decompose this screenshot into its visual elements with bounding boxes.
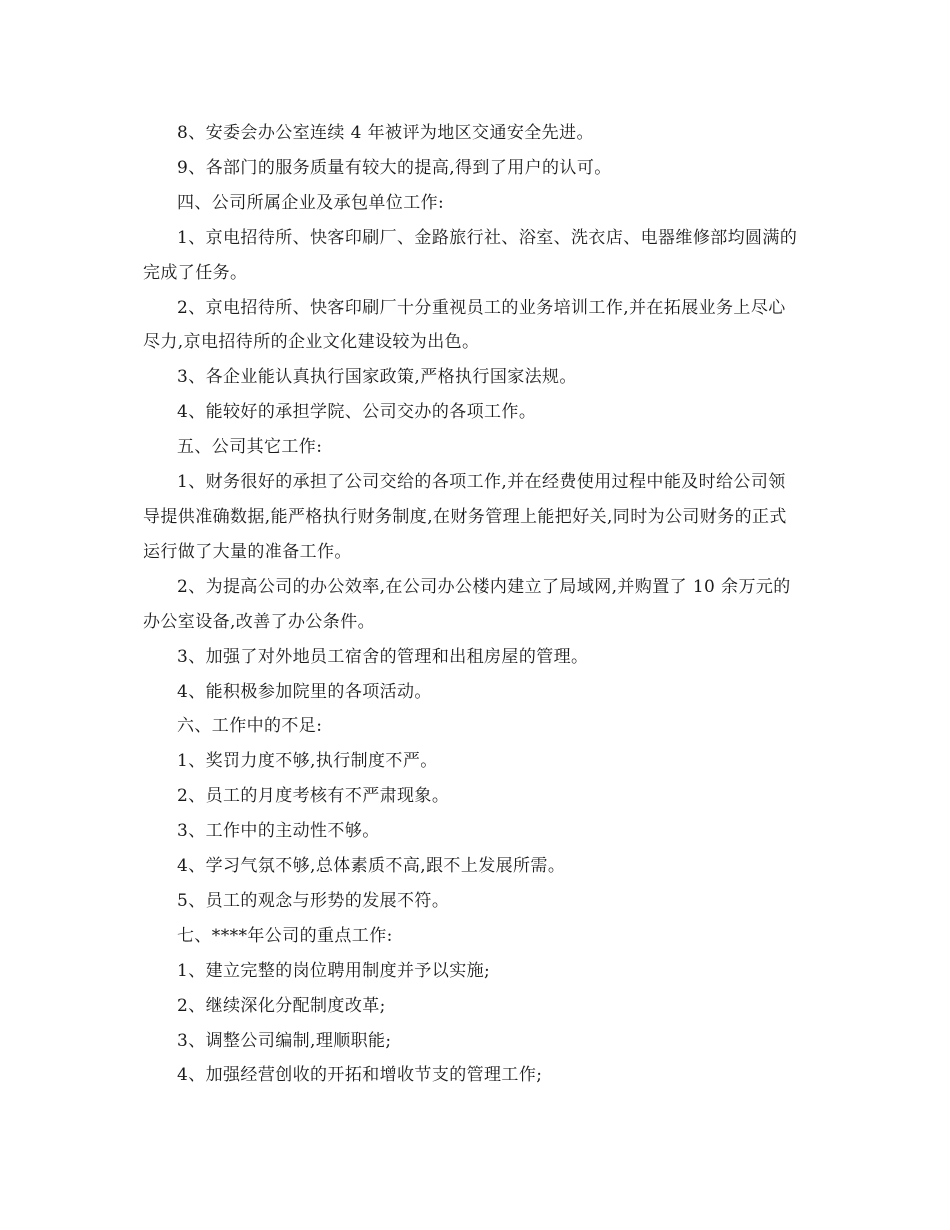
paragraph: 2、继续深化分配制度改革; [177, 995, 386, 1016]
paragraph: 4、能较好的承担学院、公司交办的各项工作。 [177, 402, 537, 423]
paragraph: 1、奖罚力度不够,执行制度不严。 [177, 751, 438, 772]
section-heading: 七、****年公司的重点工作: [177, 925, 393, 946]
paragraph: 4、能积极参加院里的各项活动。 [177, 681, 432, 702]
paragraph: 1、财务很好的承担了公司交给的各项工作,并在经费使用过程中能及时给公司领导提供准确数据,能严格执行财务制度,在财务管理上能把好关,同时为公司财务的正式运行做了大量的准备工作。 [143, 472, 787, 562]
paragraph: 3、各企业能认真执行国家政策,严格执行国家法规。 [177, 367, 577, 388]
paragraph: 2、京电招待所、快客印刷厂十分重视员工的业务培训工作,并在拓展业务上尽心尽力,京电招待所的企业文化建设较为出色。 [143, 297, 786, 353]
paragraph: 3、加强了对外地员工宿舍的管理和出租房屋的管理。 [177, 646, 589, 667]
paragraph: 1、京电招待所、快客印刷厂、金路旅行社、浴室、洗衣店、电器维修部均圆满的完成了任务。 [143, 227, 798, 283]
section-heading: 四、公司所属企业及承包单位工作: [177, 192, 445, 213]
paragraph: 9、各部门的服务质量有较大的提高,得到了用户的认可。 [177, 157, 612, 178]
paragraph: 3、调整公司编制,理顺职能; [177, 1030, 392, 1051]
paragraph: 1、建立完整的岗位聘用制度并予以实施; [177, 960, 491, 981]
paragraph: 4、学习气氛不够,总体素质不高,跟不上发展所需。 [177, 856, 566, 877]
section-heading: 五、公司其它工作: [177, 437, 323, 458]
section-heading: 六、工作中的不足: [177, 716, 323, 737]
paragraph: 2、为提高公司的办公效率,在公司办公楼内建立了局域网,并购置了 10 余万元的办公室设备,改善了办公条件。 [143, 576, 791, 632]
paragraph: 5、员工的观念与形势的发展不符。 [177, 890, 450, 911]
paragraph: 4、加强经营创收的开拓和增收节支的管理工作; [177, 1065, 543, 1086]
paragraph: 3、工作中的主动性不够。 [177, 821, 380, 842]
paragraph: 2、员工的月度考核有不严肃现象。 [177, 786, 450, 807]
paragraph: 8、安委会办公室连续 4 年被评为地区交通安全先进。 [177, 123, 594, 143]
document-body [143, 116, 803, 1093]
